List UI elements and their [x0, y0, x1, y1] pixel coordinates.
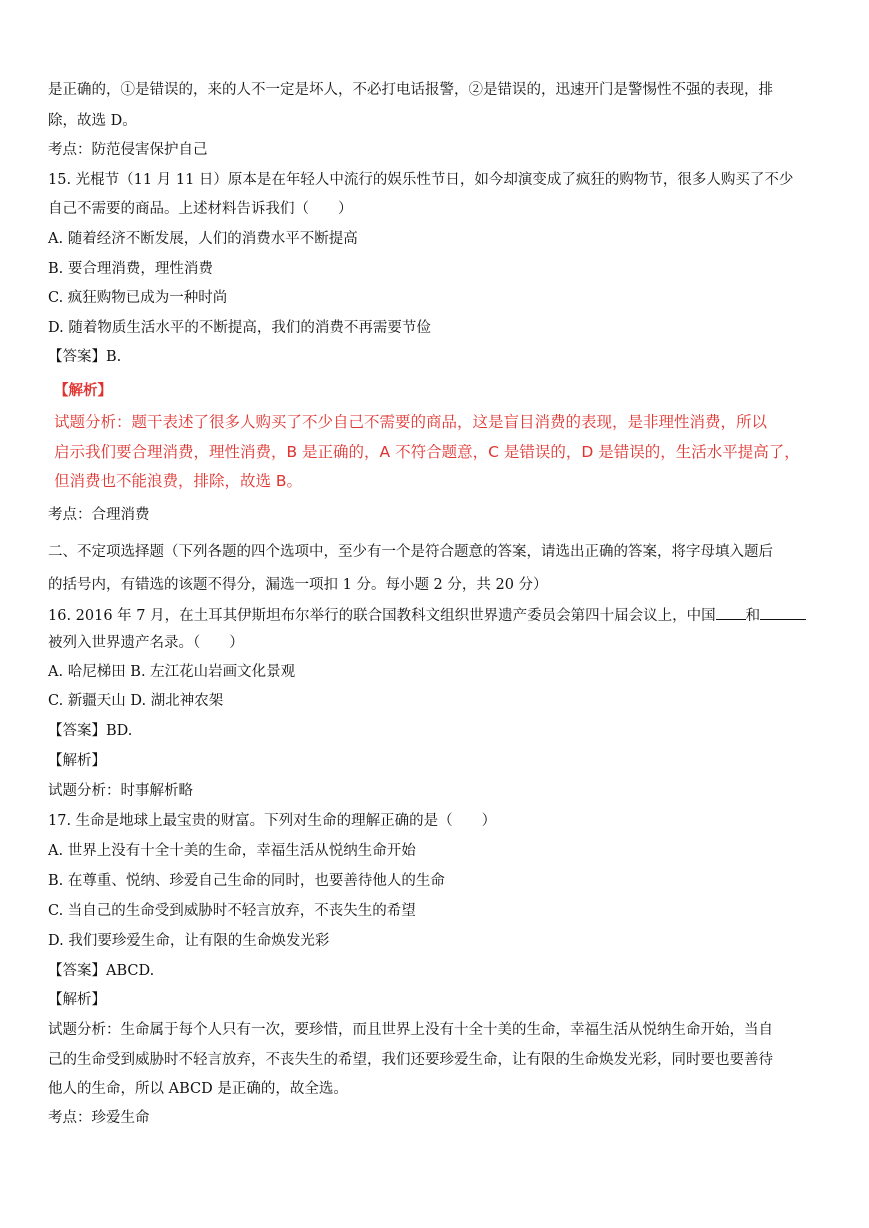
question-16-stem: 被列入世界遗产名录。（ ）: [48, 635, 244, 651]
section-heading: 的括号内，有错选的该题不得分，漏选一项扣 1 分。每小题 2 分，共 20 分）: [48, 577, 548, 593]
analysis-heading: 【解析】: [54, 382, 112, 399]
analysis-text: 试题分析：题干表述了很多人购买了不少自己不需要的商品，这是盲目消费的表现，是非理性消费，所以: [54, 413, 768, 431]
question-17-stem: 17. 生命是地球上最宝贵的财富。下列对生命的理解正确的是（ ）: [48, 813, 497, 829]
topic-line: 考点：珍爱生命: [48, 1110, 150, 1126]
question-15-stem: 15. 光棍节（11 月 11 日）原本是在年轻人中流行的娱乐性节日，如今却演变成了疯狂的购物节，很多人购买了不少: [48, 172, 794, 188]
question-15-option-c: C. 疯狂购物已成为一种时尚: [48, 290, 228, 306]
answer-line: 【答案】BD.: [48, 723, 133, 739]
topic-line: 考点：合理消费: [48, 507, 150, 523]
question-15-stem: 自己不需要的商品。上述材料告诉我们（ ）: [48, 201, 353, 217]
question-15-option-b: B. 要合理消费，理性消费: [48, 261, 213, 277]
fill-blank: [716, 605, 746, 620]
question-17-option-d: D. 我们要珍爱生命，让有限的生命焕发光彩: [48, 933, 330, 949]
question-17-option-a: A. 世界上没有十全十美的生命，幸福生活从悦纳生命开始: [48, 843, 416, 859]
analysis-text: 试题分析：生命属于每个人只有一次，要珍惜，而且世界上没有十全十美的生命，幸福生活从悦纳生命开始，当自: [48, 1022, 773, 1038]
text-line: 是正确的，①是错误的，来的人不一定是坏人，不必打电话报警，②是错误的，迅速开门是警惕性不强的表现，排: [48, 82, 773, 98]
analysis-text: 己的生命受到威胁时不轻言放弃，不丧失生的希望，我们还要珍爱生命，让有限的生命焕发光彩，同时要也要善待: [48, 1052, 773, 1068]
analysis-heading: 【解析】: [48, 992, 106, 1008]
analysis-text: 但消费也不能浪费，排除，故选 B。: [54, 472, 303, 490]
analysis-heading: 【解析】: [48, 753, 106, 769]
question-16-stem: [48, 605, 806, 626]
answer-line: 【答案】B.: [48, 349, 122, 365]
analysis-text: 他人的生命，所以 ABCD 是正确的，故全选。: [48, 1081, 348, 1097]
answer-line: 【答案】ABCD.: [48, 963, 155, 979]
text-line: 除，故选 D。: [48, 113, 137, 129]
question-17-option-b: B. 在尊重、悦纳、珍爱自己生命的同时，也要善待他人的生命: [48, 873, 445, 889]
question-16-options: C. 新疆天山 D. 湖北神农架: [48, 693, 224, 709]
question-16-stem-text: 16. 2016 年 7 月，在土耳其伊斯坦布尔举行的联合国教科文组织世界遗产委员会第四十届会议上，中国: [48, 608, 716, 624]
analysis-text: 启示我们要合理消费，理性消费，B 是正确的，A 不符合题意，C 是错误的，D 是错误的，生活水平提高了，: [54, 443, 800, 461]
question-16-options: A. 哈尼梯田 B. 左江花山岩画文化景观: [48, 664, 296, 680]
question-15-option-a: A. 随着经济不断发展，人们的消费水平不断提高: [48, 231, 358, 247]
question-17-option-c: C. 当自己的生命受到威胁时不轻言放弃，不丧失生的希望: [48, 903, 416, 919]
question-16-stem-text: 和: [745, 608, 761, 624]
analysis-text: 试题分析：时事解析略: [48, 783, 193, 799]
topic-line: 考点：防范侵害保护自己: [48, 142, 208, 158]
question-15-option-d: D. 随着物质生活水平的不断提高，我们的消费不再需要节俭: [48, 320, 431, 336]
section-heading: 二、不定项选择题（下列各题的四个选项中，至少有一个是符合题意的答案，请选出正确的答案，将字母填入题后: [48, 544, 773, 560]
fill-blank: [760, 605, 806, 620]
